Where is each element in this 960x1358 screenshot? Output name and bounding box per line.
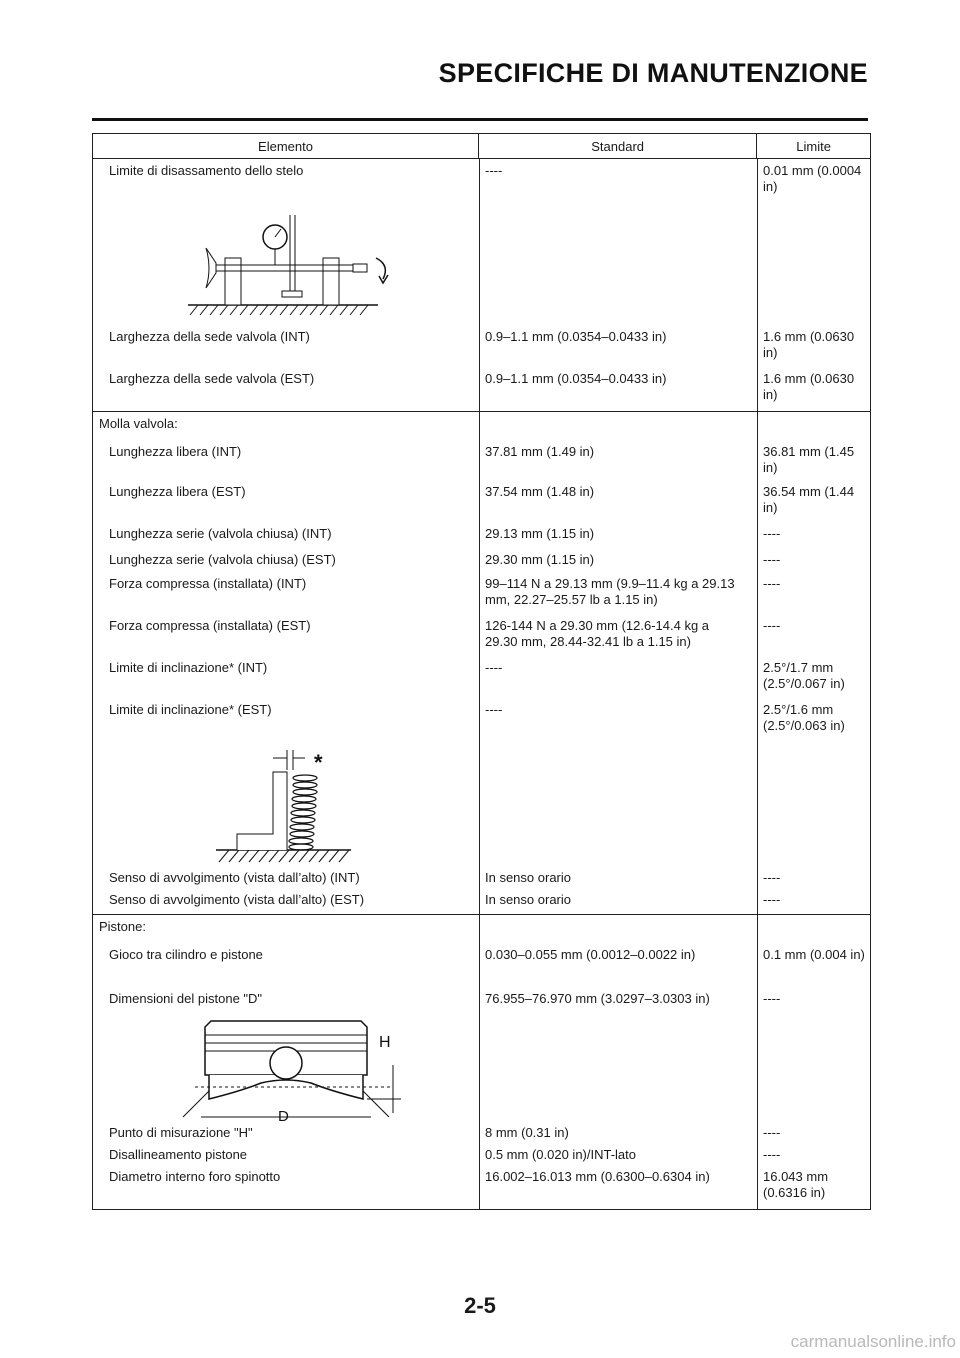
row-limit: 1.6 mm (0.0630 in): [763, 371, 855, 402]
header-standard: Standard: [479, 134, 757, 158]
row-standard: 29.13 mm (1.15 in): [485, 526, 595, 541]
row-standard: In senso orario: [485, 892, 571, 907]
section-title: Molla valvola:: [99, 416, 178, 431]
row-limit: 2.5°/1.7 mm (2.5°/0.067 in): [763, 660, 845, 691]
row-standard: 0.9–1.1 mm (0.0354–0.0433 in): [485, 371, 667, 386]
table-row: [93, 870, 870, 892]
row-element: Forza compressa (installata) (INT): [109, 576, 307, 591]
row-limit: 0.1 mm (0.004 in): [763, 947, 865, 962]
row-element: Larghezza della sede valvola (EST): [109, 371, 315, 386]
row-standard: 37.54 mm (1.48 in): [485, 484, 595, 499]
table-row: [93, 163, 870, 203]
valve-section: [93, 159, 870, 412]
table-row: [93, 660, 870, 702]
dimension-d-label: D: [278, 1108, 289, 1123]
table-row: [93, 1125, 870, 1147]
row-standard: 76.955–76.970 mm (3.0297–3.0303 in): [485, 991, 710, 1006]
row-standard: 29.30 mm (1.15 in): [485, 552, 595, 567]
row-element: Senso di avvolgimento (vista dall’alto) (EST): [109, 892, 365, 907]
row-standard: In senso orario: [485, 870, 571, 885]
row-standard: ----: [485, 660, 503, 675]
piston-illustration: [181, 1013, 411, 1123]
row-element: Senso di avvolgimento (vista dall’alto) (INT): [109, 870, 360, 885]
table-row: [93, 436, 870, 484]
table-row: [93, 484, 870, 526]
row-standard: 99–114 N a 29.13 mm (9.9–11.4 kg a 29.13 mm, 22.27–25.57 lb a 1.15 in): [485, 576, 735, 607]
table-row: [93, 526, 870, 552]
table-row: [93, 552, 870, 576]
header-limite: Limite: [796, 138, 831, 154]
header-elemento: Elemento: [93, 134, 479, 158]
row-element: Diametro interno foro spinotto: [109, 1169, 281, 1184]
valve-runout-figure: [93, 203, 870, 329]
table-row: [93, 991, 870, 1013]
row-limit: ----: [763, 892, 781, 907]
row-limit: ----: [763, 1125, 781, 1140]
dial-gauge-illustration: [178, 203, 408, 323]
table-row: [93, 1147, 870, 1169]
row-standard: 37.81 mm (1.49 in): [485, 444, 595, 459]
row-standard: 16.002–16.013 mm (0.6300–0.6304 in): [485, 1169, 710, 1184]
spring-tilt-illustration: [211, 736, 371, 868]
row-element: Limite di inclinazione* (INT): [109, 660, 268, 675]
row-limit: 16.043 mm (0.6316 in): [763, 1169, 829, 1200]
row-limit: ----: [763, 991, 781, 1006]
row-element: Gioco tra cilindro e pistone: [109, 947, 263, 962]
row-limit: ----: [763, 526, 781, 541]
row-element: Lunghezza libera (INT): [109, 444, 242, 459]
section-title: Pistone:: [99, 919, 146, 934]
table-body: [93, 159, 870, 1209]
row-limit: 0.01 mm (0.0004 in): [763, 163, 862, 194]
row-standard: ----: [485, 702, 503, 717]
row-limit: 36.54 mm (1.44 in): [763, 484, 855, 515]
row-element: Larghezza della sede valvola (INT): [109, 329, 310, 344]
piston-section: [93, 915, 870, 1209]
spec-table: [92, 133, 871, 1210]
row-standard: 0.5 mm (0.020 in)/INT-lato: [485, 1147, 636, 1162]
page-number: 2-5: [464, 1293, 496, 1318]
table-row: [93, 1169, 870, 1203]
tilt-star-label: *: [314, 750, 323, 775]
row-element: Disallineamento pistone: [109, 1147, 248, 1162]
row-element: Lunghezza serie (valvola chiusa) (EST): [109, 552, 336, 567]
row-standard: 0.9–1.1 mm (0.0354–0.0433 in): [485, 329, 667, 344]
piston-figure: [93, 1013, 870, 1125]
row-element: Lunghezza libera (EST): [109, 484, 246, 499]
row-element: Forza compressa (installata) (EST): [109, 618, 311, 633]
page-title: SPECIFICHE DI MANUTENZIONE: [438, 58, 868, 88]
valve-spring-section: [93, 412, 870, 915]
row-limit: 36.81 mm (1.45 in): [763, 444, 855, 475]
row-standard: ----: [485, 163, 503, 178]
row-limit: ----: [763, 618, 781, 633]
title-rule: [92, 118, 868, 121]
row-limit: ----: [763, 552, 781, 567]
table-row: [93, 939, 870, 991]
table-row: [93, 329, 870, 371]
row-limit: 1.6 mm (0.0630 in): [763, 329, 855, 360]
table-row: [93, 702, 870, 736]
table-row: [93, 618, 870, 660]
row-standard: 0.030–0.055 mm (0.0012–0.0022 in): [485, 947, 696, 962]
row-element: Dimensioni del pistone "D": [109, 991, 263, 1006]
row-standard: 126-144 N a 29.30 mm (12.6-14.4 kg a 29.30 mm, 28.44-32.41 lb a 1.15 in): [485, 618, 710, 649]
table-row: [93, 576, 870, 618]
table-row: [93, 371, 870, 403]
row-element: Lunghezza serie (valvola chiusa) (INT): [109, 526, 332, 541]
table-row: [93, 892, 870, 910]
row-limit: ----: [763, 1147, 781, 1162]
row-standard: 8 mm (0.31 in): [485, 1125, 569, 1140]
spring-tilt-figure: [93, 736, 870, 870]
row-limit: 2.5°/1.6 mm (2.5°/0.063 in): [763, 702, 845, 733]
row-element: Limite di inclinazione* (EST): [109, 702, 272, 717]
table-header: [93, 134, 870, 159]
watermark: carmanualsonline.info: [790, 1332, 956, 1351]
row-element: Punto di misurazione "H": [109, 1125, 253, 1140]
row-limit: ----: [763, 870, 781, 885]
row-limit: ----: [763, 576, 781, 591]
row-element: Limite di disassamento dello stelo: [109, 163, 304, 178]
dimension-h-label: H: [379, 1034, 391, 1051]
